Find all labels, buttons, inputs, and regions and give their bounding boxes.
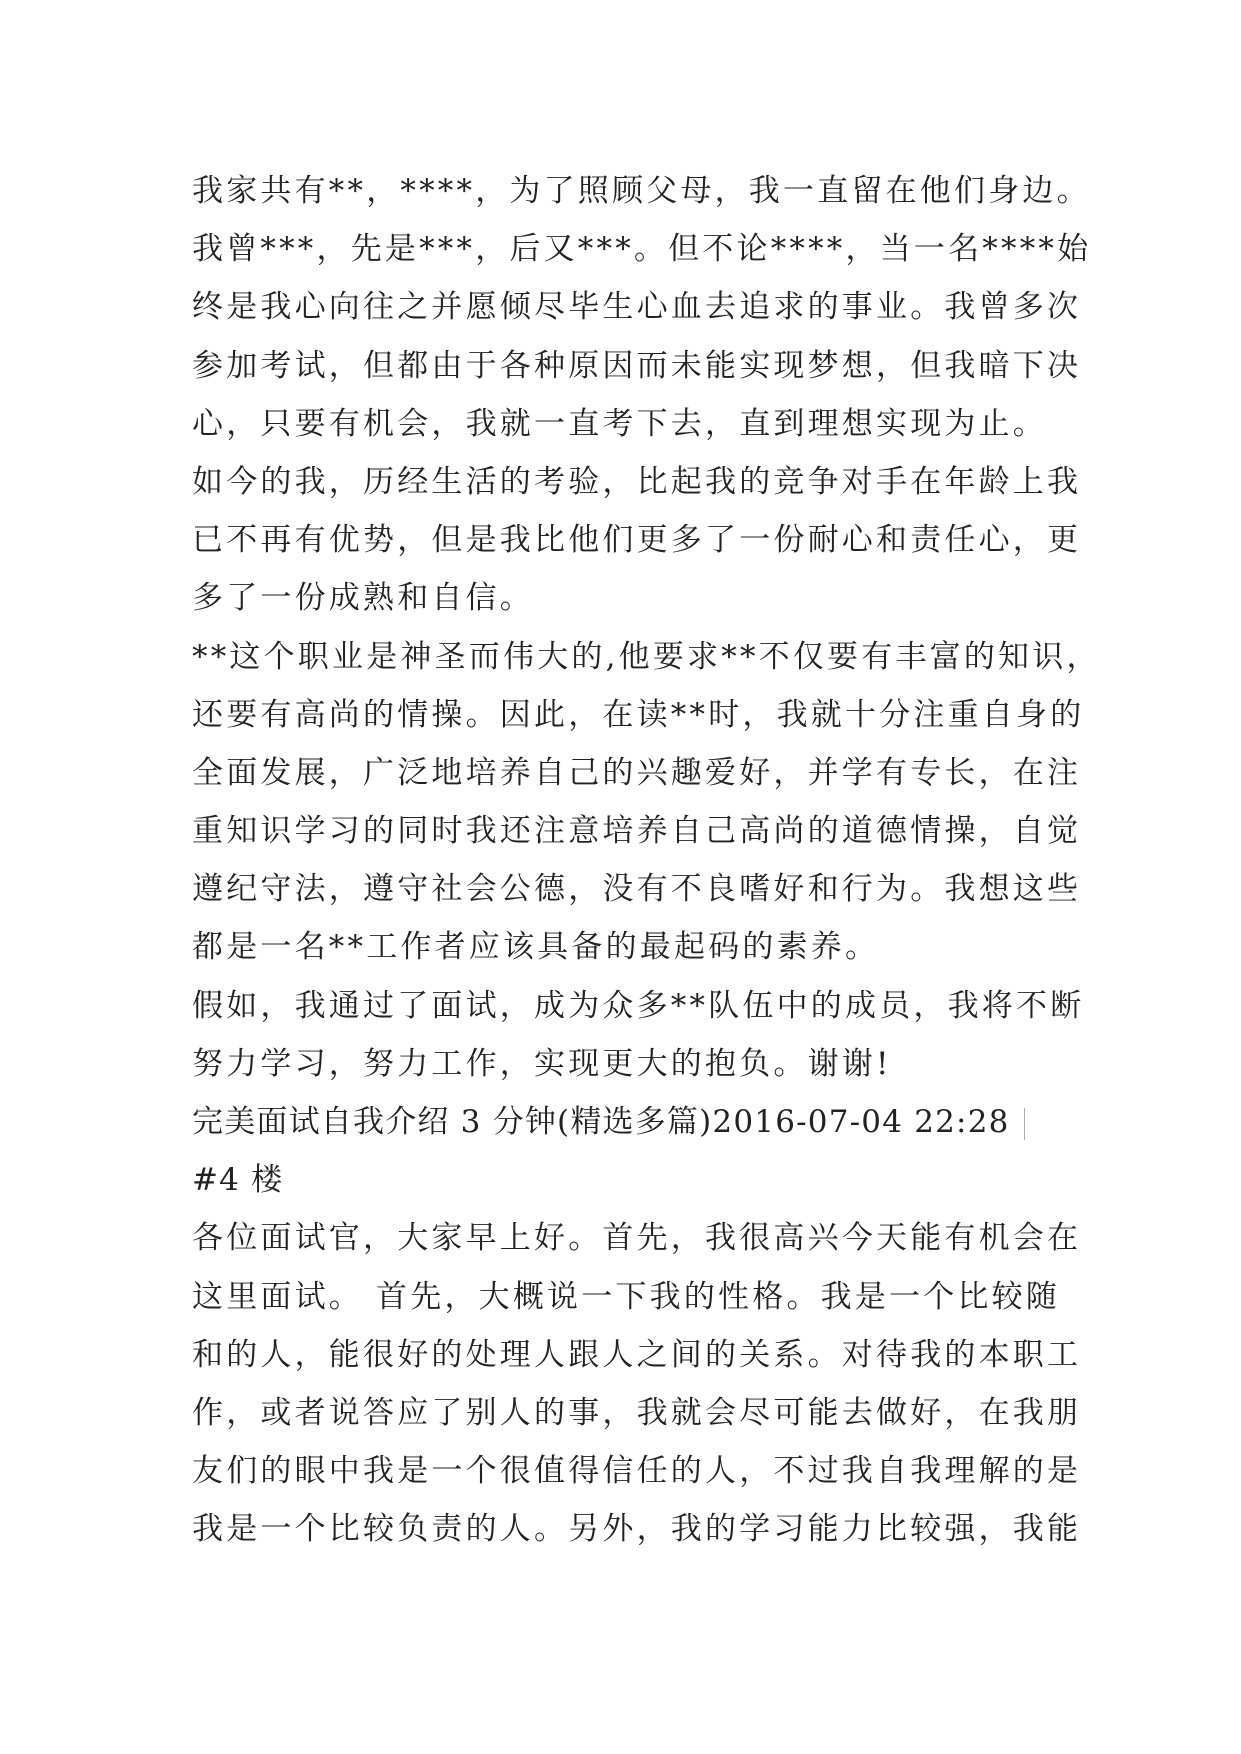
text-line: 努力学习，努力工作，实现更大的抱负。谢谢! (192, 1045, 892, 1082)
text-line: **这个职业是神圣而伟大的,他要求**不仅要有丰富的知识， (192, 638, 1101, 675)
text-line: 重知识学习的同时我还注意培养自己高尚的道德情操，自觉 (192, 813, 1082, 850)
post-header (192, 1093, 1072, 1151)
text-line: 我是一个比较负责的人。另外，我的学习能力比较强，我能 (192, 1511, 1082, 1548)
text-line: 全面发展，广泛地培养自己的兴趣爱好，并学有专长，在注 (192, 754, 1082, 791)
post-title: 完美面试自我介绍 3 分钟(精选多篇) (192, 1104, 713, 1140)
text-line: 遵纪守法，遵守社会公德，没有不良嗜好和行为。我想这些 (192, 871, 1082, 908)
text-line: 如今的我，历经生活的考验，比起我的竞争对手在年龄上我 (192, 463, 1082, 500)
post-date: 2016-07-04 22:28 (712, 1104, 1010, 1140)
text-line: 各位面试官，大家早上好。首先，我很高兴今天能有机会在 (192, 1220, 1082, 1257)
text-line: 作，或者说答应了别人的事，我就会尽可能去做好，在我朋 (192, 1394, 1082, 1431)
text-line: 我家共有**，****，为了照顾父母，我一直留在他们身边。 (192, 173, 1091, 209)
text-line: 我曾***，先是***，后又***。但不论****，当一名****始 (192, 231, 1092, 268)
text-line: 都是一名**工作者应该具备的最起码的素养。 (192, 929, 880, 966)
text-line: 终是我心向往之并愿倾尽毕生心血去追求的事业。我曾多次 (192, 289, 1082, 326)
text-line: 心，只要有机会，我就一直考下去，直到理想实现为止。 (192, 405, 1047, 442)
text-line: 已不再有优势，但是我比他们更多了一份耐心和责任心，更 (192, 522, 1082, 559)
separator (1024, 1108, 1025, 1140)
text-line: 参加考试，但都由于各种原因而未能实现梦想，但我暗下决 (192, 347, 1082, 384)
text-line: 友们的眼中我是一个很值得信任的人，不过我自我理解的是 (192, 1453, 1082, 1490)
text-line: 还要有高尚的情操。因此，在读**时，我就十分注重自身的 (192, 696, 1085, 733)
text-line: 和的人，能很好的处理人跟人之间的关系。对待我的本职工 (192, 1336, 1082, 1373)
text-line: 多了一份成熟和自信。 (192, 580, 534, 617)
text-line: 这里面试。 首先，大概说一下我的性格。我是一个比较随 (192, 1278, 1061, 1315)
text-line: 假如，我通过了面试，成为众多**队伍中的成员，我将不断 (192, 987, 1085, 1024)
post-floor: #4 楼 (192, 1162, 284, 1199)
document-body (192, 162, 1101, 1559)
